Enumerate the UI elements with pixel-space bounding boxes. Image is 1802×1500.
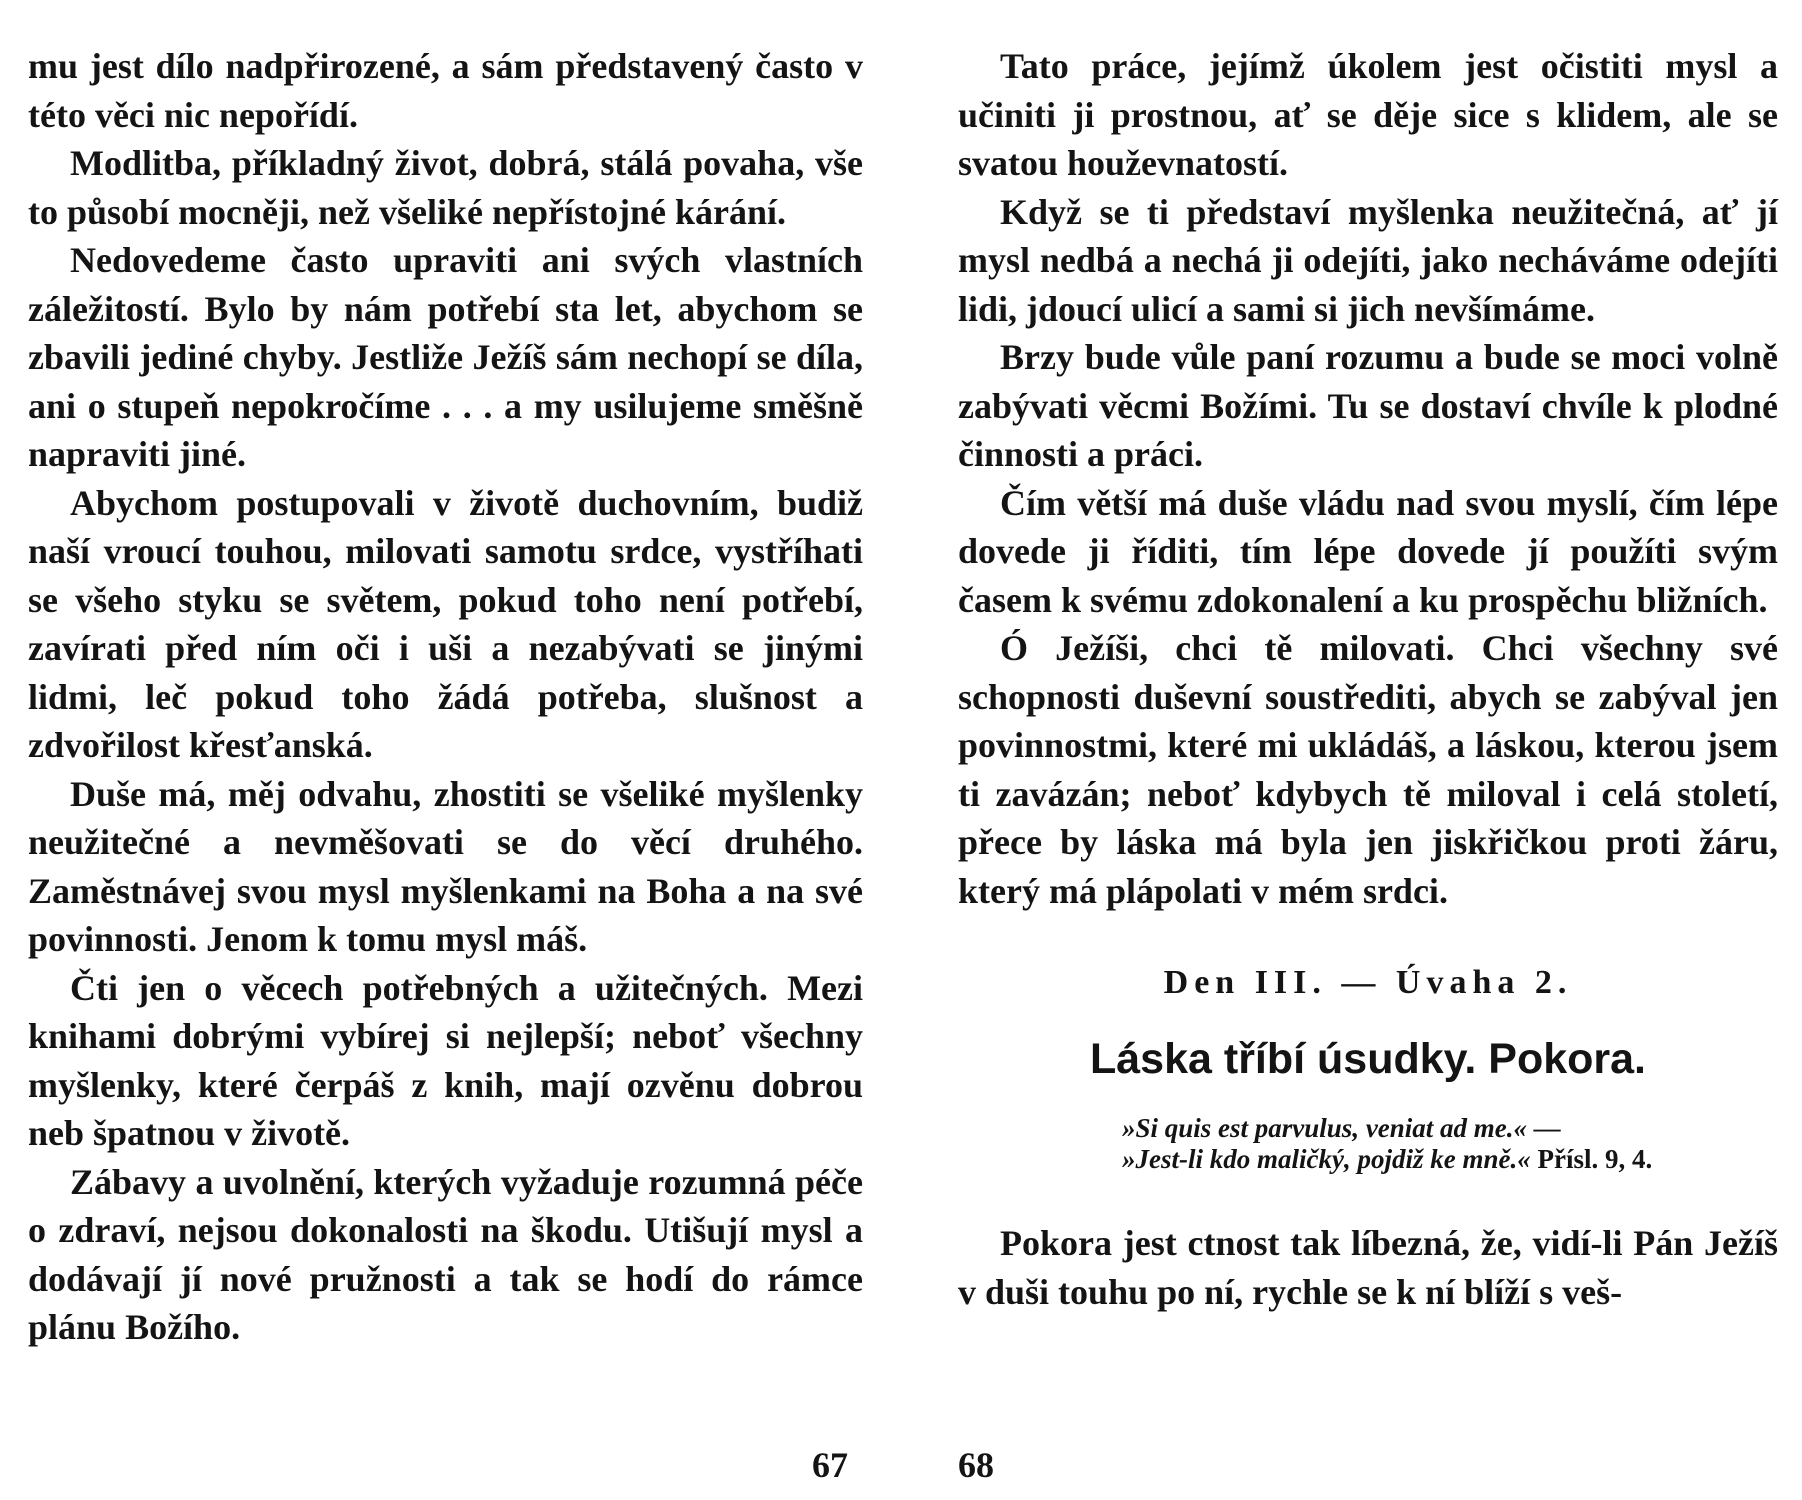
left-paragraph-5: Duše má, měj odvahu, zhostiti se všeliké myšlenky neužitečné a nevměšovati se do věcí druhého. Zaměstnávej svou mysl myšlenkami na Boha a na své povinnosti. Jenom k tomu mysl máš. xyxy=(28,773,863,959)
quote-reference: Přísl. 9, 4. xyxy=(1537,1144,1653,1174)
page-number-right: 68 xyxy=(958,1445,994,1485)
epigraph-quote xyxy=(1122,1113,1778,1175)
section-spacer xyxy=(958,1175,1778,1219)
left-paragraph-2: Modlitba, příkladný život, dobrá, stálá povaha, vše to působí mocněji, než všeliké nepřístojné kárání. xyxy=(28,143,863,232)
left-paragraph-7: Zábavy a uvolnění, kterých vyžaduje rozumná péče o zdraví, nejsou dokonalosti na škodu. Utišují mysl a dodávají jí nové pružnosti a tak se hodí do rámce plánu Božího. xyxy=(28,1161,863,1347)
chapter-title: Láska tříbí úsudky. Pokora. xyxy=(1090,1035,1646,1083)
left-page xyxy=(28,42,863,1482)
left-paragraph-3: Nedovedeme často upraviti ani svých vlastních záležitostí. Bylo by nám potřebí sta let, abychom se zbavili jediné chyby. Jestliže Ježíš sám nechopí se díla, ani o stupeň nepokročíme . . . a my usilujeme směšně napraviti jiné. xyxy=(28,240,863,474)
right-paragraph-1: Tato práce, jejímž úkolem jest očistiti mysl a učiniti ji prostnou, ať se děje sice s klidem, ale se svatou houževnatostí. xyxy=(958,46,1778,183)
left-paragraph-1: mu jest dílo nadpřirozené, a sám představený často v této věci nic nepořídí. xyxy=(28,46,863,135)
right-paragraph-2: Když se ti představí myšlenka neužitečná, ať jí mysl nedbá a nechá ji odejíti, jako necháváme odejíti lidi, jdoucí ulicí a sami si jich nevšímáme. xyxy=(958,191,1778,329)
day-heading: Den III. — Úvaha 2. xyxy=(1163,964,1573,1001)
quote-czech: »Jest-li kdo maličký, pojdiž ke mně.« xyxy=(1122,1144,1531,1174)
left-paragraph-6: Čti jen o věcech potřebných a užitečných. Mezi knihami dobrými vybírej si nejlepší; neboť všechny myšlenky, které čerpáš z knih, mají ozvěnu dobrou neb špatnou v životě. xyxy=(28,967,863,1153)
right-closing-paragraph: Pokora jest ctnost tak líbezná, že, vidí-li Pán Ježíš v duši touhu po ní, rychle se k ní blíží s veš- xyxy=(958,1223,1778,1312)
quote-latin: »Si quis est parvulus, veniat ad me.« — xyxy=(1122,1113,1561,1143)
right-page xyxy=(958,42,1778,1482)
page-number-left: 67 xyxy=(812,1445,848,1485)
right-paragraph-4: Čím větší má duše vládu nad svou myslí, čím lépe dovede ji říditi, tím lépe dovede jí použíti svým časem k svému zdokonalení a ku prospěchu bližních. xyxy=(958,482,1778,620)
left-paragraph-4: Abychom postupovali v životě duchovním, budiž naší vroucí touhou, milovati samotu srdce, vystříhati se všeho styku se světem, pokud toho není potřebí, zavírati před ním oči i uši a nezabývati se jinými lidmi, leč pokud toho žádá potřeba, slušnost a zdvořilost křesťanská. xyxy=(28,482,863,765)
right-paragraph-5: Ó Ježíši, chci tě milovati. Chci všechny své schopnosti duševní soustřediti, abych se zabýval jen povinnostmi, které mi ukládáš, a láskou, kterou jsem ti zavázán; neboť kdybych tě miloval i celá století, přece by láska má byla jen jiskřičkou proti žáru, který má plápolati v mém srdci. xyxy=(958,628,1778,911)
right-paragraph-3: Brzy bude vůle paní rozumu a bude se moci volně zabývati věcmi Božími. Tu se dostaví chvíle k plodné činnosti a práci. xyxy=(958,337,1778,474)
